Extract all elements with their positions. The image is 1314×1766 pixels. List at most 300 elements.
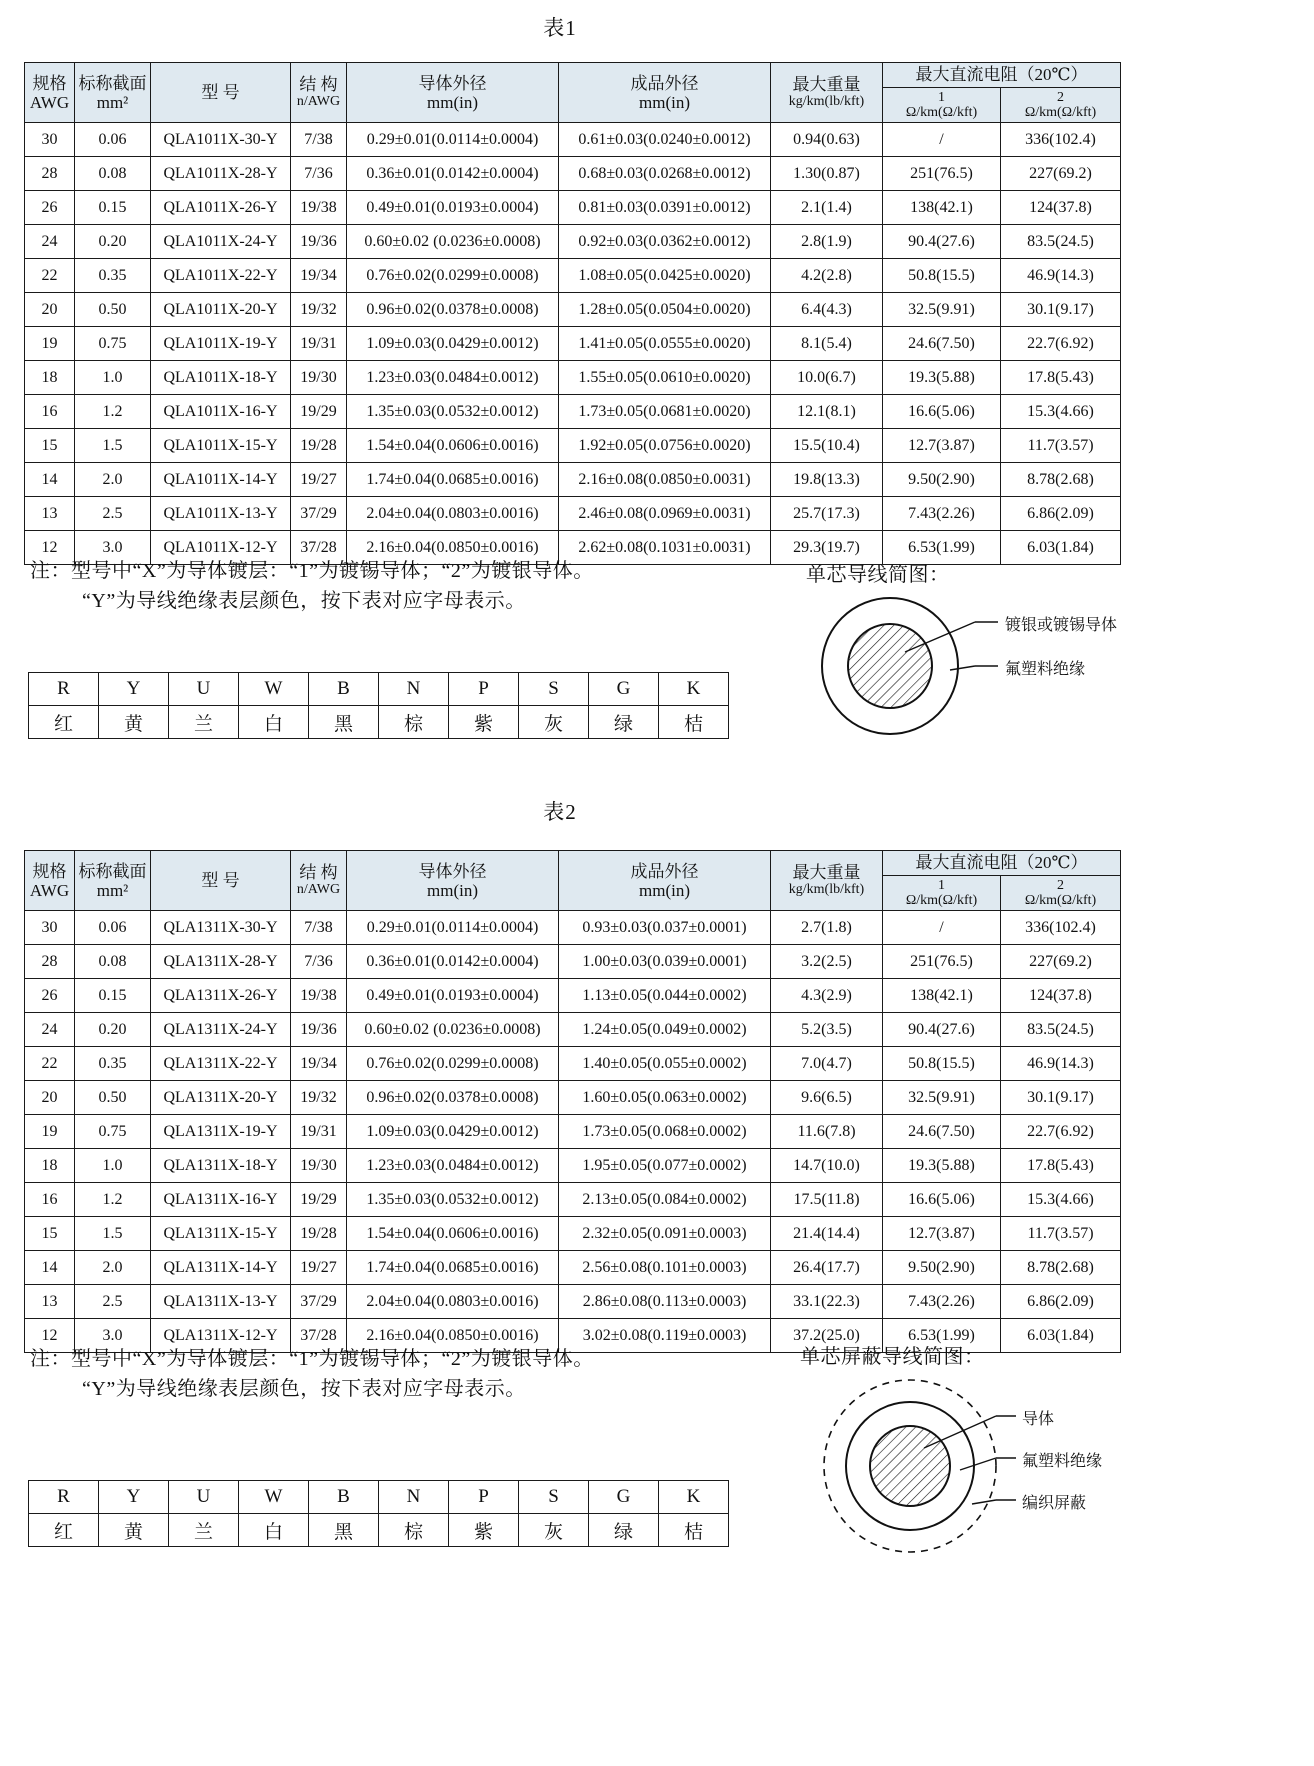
table-cell: 0.61±0.03(0.0240±0.0012) [559,123,771,157]
colorcode-2-letters [29,1481,729,1514]
table-cell: 1.23±0.03(0.0484±0.0012) [347,1149,559,1183]
table-cell: 2.0 [75,463,151,497]
table-cell: 29.3(19.7) [771,531,883,565]
col-resistance-1-num: 1 [938,89,945,105]
table-cell: 2.04±0.04(0.0803±0.0016) [347,1285,559,1319]
table-cell: 11.6(7.8) [771,1115,883,1149]
table-cell: 1.74±0.04(0.0685±0.0016) [347,463,559,497]
table-cell: 21.4(14.4) [771,1217,883,1251]
col-conductor-od [347,851,559,911]
col-area-l1: 标称截面 [78,861,147,881]
table-row [25,157,1121,191]
table-cell: 0.29±0.01(0.0114±0.0004) [347,123,559,157]
table-cell: 19/34 [291,1047,347,1081]
table-cell: 20 [25,1081,75,1115]
table-cell: 2.16±0.08(0.0850±0.0031) [559,463,771,497]
table-cell: 8.78(2.68) [1001,463,1121,497]
table-row [25,123,1121,157]
table-cell: 7/36 [291,157,347,191]
table-cell: 2.16±0.04(0.0850±0.0016) [347,1319,559,1353]
table-cell: 0.15 [75,191,151,225]
table-cell: 1.54±0.04(0.0606±0.0016) [347,429,559,463]
table-cell: 25.7(17.3) [771,497,883,531]
colorcode-letter-cell: G [589,1481,659,1514]
table-cell: QLA1011X-14-Y [151,463,291,497]
table-cell: 4.3(2.9) [771,979,883,1013]
col-product-od-l1: 成品外径 [630,73,699,93]
table-cell: 0.36±0.01(0.0142±0.0004) [347,157,559,191]
table-cell: 251(76.5) [883,945,1001,979]
diagram2 [800,1374,1280,1574]
table-cell: 0.49±0.01(0.0193±0.0004) [347,979,559,1013]
colorcode-name-cell: 绿 [589,1514,659,1547]
table-cell: 2.8(1.9) [771,225,883,259]
note1-line2: “Y”为导线绝缘表层颜色，按下表对应字母表示。 [82,590,526,612]
colorcode-table-1 [28,672,729,739]
col-product-od-l2: mm(in) [639,880,690,900]
table-cell: 0.50 [75,293,151,327]
table-cell: 5.2(3.5) [771,1013,883,1047]
table-cell: 6.03(1.84) [1001,531,1121,565]
table-cell: 13 [25,497,75,531]
table-cell: 2.5 [75,497,151,531]
colorcode-letter-cell: P [449,1481,519,1514]
col-resistance-1-num: 1 [938,877,945,893]
table-cell: 15.3(4.66) [1001,395,1121,429]
table-cell: 19/30 [291,361,347,395]
table-cell: 18 [25,361,75,395]
col-resistance-2 [1001,87,1121,123]
table-cell: QLA1011X-20-Y [151,293,291,327]
table-cell: 30.1(9.17) [1001,1081,1121,1115]
table2-body [25,911,1121,1353]
table-cell: 0.75 [75,327,151,361]
table-row [25,327,1121,361]
table-row [25,1251,1121,1285]
table-cell: 0.94(0.63) [771,123,883,157]
shielded-wire-diagram-icon [800,1374,1280,1574]
col-awg-l2: AWG [29,92,70,112]
colorcode-letter-cell: U [169,1481,239,1514]
table-cell: 2.0 [75,1251,151,1285]
col-weight-l1: 最大重量 [792,863,861,883]
table-cell: 1.60±0.05(0.063±0.0002) [559,1081,771,1115]
table-cell: QLA1311X-30-Y [151,911,291,945]
col-weight [771,851,883,911]
table-cell: 1.30(0.87) [771,157,883,191]
table-cell: 1.2 [75,395,151,429]
table-cell: 1.54±0.04(0.0606±0.0016) [347,1217,559,1251]
table-cell: 17.8(5.43) [1001,361,1121,395]
table-cell: 50.8(15.5) [883,1047,1001,1081]
table-cell: 19/31 [291,1115,347,1149]
col-conductor-od-l1: 导体外径 [418,861,487,881]
colorcode-2 [28,1480,729,1547]
table-cell: 14.7(10.0) [771,1149,883,1183]
col-awg-l1: 规格 [32,73,67,93]
table-cell: 0.81±0.03(0.0391±0.0012) [559,191,771,225]
table-cell: 0.35 [75,259,151,293]
col-area [75,63,151,123]
table-cell: 22 [25,1047,75,1081]
col-resistance: 最大直流电阻（20℃） [883,63,1121,88]
col-area-l1: 标称截面 [78,73,147,93]
table-cell: 11.7(3.57) [1001,1217,1121,1251]
colorcode-letter-cell: G [589,673,659,706]
colorcode-1 [28,672,729,739]
colorcode-1-names [29,706,729,739]
colorcode-name-cell: 白 [239,706,309,739]
table-cell: 1.74±0.04(0.0685±0.0016) [347,1251,559,1285]
note1-line1: 注：型号中“X”为导体镀层：“1”为镀锡导体；“2”为镀银导体。 [30,560,594,582]
table-cell: 19/38 [291,979,347,1013]
table-cell: 0.06 [75,911,151,945]
colorcode-letter-cell: K [659,1481,729,1514]
table-cell: QLA1311X-24-Y [151,1013,291,1047]
col-resistance-2-unit: Ω/km(Ω/kft) [1024,892,1097,908]
table-row [25,191,1121,225]
colorcode-letter-cell: Y [99,1481,169,1514]
table-cell: 1.35±0.03(0.0532±0.0012) [347,395,559,429]
table-cell: 0.60±0.02 (0.0236±0.0008) [347,225,559,259]
table-cell: 24.6(7.50) [883,327,1001,361]
table-cell: 0.76±0.02(0.0299±0.0008) [347,259,559,293]
table-cell: 90.4(27.6) [883,225,1001,259]
table-cell: 12 [25,1319,75,1353]
col-area-l2: mm² [96,880,129,900]
table-cell: 22 [25,259,75,293]
table-row [25,293,1121,327]
table-cell: 336(102.4) [1001,911,1121,945]
table-row [25,429,1121,463]
diagram1-title: 单芯导线简图： [806,564,950,586]
table-cell: 22.7(6.92) [1001,327,1121,361]
table-cell: 1.40±0.05(0.055±0.0002) [559,1047,771,1081]
table-cell: 8.1(5.4) [771,327,883,361]
table1-header-row [25,63,1121,88]
table-cell: 6.86(2.09) [1001,1285,1121,1319]
table-cell: 19/32 [291,293,347,327]
table-cell: QLA1311X-14-Y [151,1251,291,1285]
table-row [25,497,1121,531]
table-cell: QLA1011X-13-Y [151,497,291,531]
table-cell: 14 [25,463,75,497]
table-cell: 9.50(2.90) [883,1251,1001,1285]
table-cell: 1.95±0.05(0.077±0.0002) [559,1149,771,1183]
colorcode-letter-cell: N [379,1481,449,1514]
colorcode-letter-cell: Y [99,673,169,706]
table-cell: / [883,911,1001,945]
table-cell: 2.1(1.4) [771,191,883,225]
table-cell: QLA1311X-28-Y [151,945,291,979]
colorcode-letter-cell: K [659,673,729,706]
table-row [25,225,1121,259]
table-cell: QLA1311X-13-Y [151,1285,291,1319]
col-conductor-od [347,63,559,123]
col-resistance-1-unit: Ω/km(Ω/kft) [905,104,978,120]
colorcode-name-cell: 灰 [519,1514,589,1547]
col-weight-l2: kg/km(lb/kft) [788,94,865,110]
table-cell: 19/29 [291,1183,347,1217]
table-cell: 83.5(24.5) [1001,1013,1121,1047]
table-cell: 0.96±0.02(0.0378±0.0008) [347,1081,559,1115]
table-cell: 37.2(25.0) [771,1319,883,1353]
table-cell: 0.96±0.02(0.0378±0.0008) [347,293,559,327]
table-cell: 4.2(2.8) [771,259,883,293]
table-cell: 19/36 [291,225,347,259]
table-cell: 1.09±0.03(0.0429±0.0012) [347,1115,559,1149]
table-cell: 1.00±0.03(0.039±0.0001) [559,945,771,979]
table-cell: 2.56±0.08(0.101±0.0003) [559,1251,771,1285]
table-cell: 1.24±0.05(0.049±0.0002) [559,1013,771,1047]
table-cell: 90.4(27.6) [883,1013,1001,1047]
table-cell: 0.29±0.01(0.0114±0.0004) [347,911,559,945]
table-cell: 13 [25,1285,75,1319]
col-model: 型 号 [151,63,291,123]
table-cell: 1.55±0.05(0.0610±0.0020) [559,361,771,395]
colorcode-letter-cell: B [309,1481,379,1514]
colorcode-letter-cell: W [239,673,309,706]
colorcode-name-cell: 棕 [379,706,449,739]
table-cell: 3.0 [75,1319,151,1353]
table-cell: 32.5(9.91) [883,293,1001,327]
table-cell: 26.4(17.7) [771,1251,883,1285]
table-cell: 1.09±0.03(0.0429±0.0012) [347,327,559,361]
table-cell: 20 [25,293,75,327]
table1 [24,62,1121,565]
table-cell: 6.53(1.99) [883,531,1001,565]
colorcode-letter-cell: N [379,673,449,706]
table-cell: 0.36±0.01(0.0142±0.0004) [347,945,559,979]
table-cell: 50.8(15.5) [883,259,1001,293]
table-cell: 19/38 [291,191,347,225]
table-cell: 2.62±0.08(0.1031±0.0031) [559,531,771,565]
table-cell: 37/28 [291,1319,347,1353]
table-row [25,1115,1121,1149]
colorcode-name-cell: 黄 [99,1514,169,1547]
table-cell: 18 [25,1149,75,1183]
table-cell: 1.5 [75,429,151,463]
diagram1 [800,590,1260,750]
table-cell: 16 [25,1183,75,1217]
colorcode-name-cell: 黄 [99,706,169,739]
table-cell: 0.93±0.03(0.037±0.0001) [559,911,771,945]
col-conductor-od-l1: 导体外径 [418,73,487,93]
table-cell: QLA1011X-18-Y [151,361,291,395]
col-awg [25,63,75,123]
table-cell: QLA1311X-19-Y [151,1115,291,1149]
table-row [25,1217,1121,1251]
col-resistance-2 [1001,875,1121,911]
colorcode-letter-cell: P [449,673,519,706]
table-cell: 1.41±0.05(0.0555±0.0020) [559,327,771,361]
colorcode-name-cell: 红 [29,1514,99,1547]
table-cell: 14 [25,1251,75,1285]
table-cell: 11.7(3.57) [1001,429,1121,463]
table-cell: 0.35 [75,1047,151,1081]
table-cell: 33.1(22.3) [771,1285,883,1319]
table-cell: 227(69.2) [1001,945,1121,979]
table-cell: 19 [25,1115,75,1149]
colorcode-name-cell: 白 [239,1514,309,1547]
col-model: 型 号 [151,851,291,911]
note2-line1: 注：型号中“X”为导体镀层：“1”为镀锡导体；“2”为镀银导体。 [30,1348,594,1370]
table-cell: 0.49±0.01(0.0193±0.0004) [347,191,559,225]
table-cell: / [883,123,1001,157]
table-cell: 15 [25,1217,75,1251]
table-cell: 7.43(2.26) [883,1285,1001,1319]
table-cell: 9.6(6.5) [771,1081,883,1115]
table-row [25,979,1121,1013]
table-cell: 19.3(5.88) [883,1149,1001,1183]
colorcode-letter-cell: W [239,1481,309,1514]
table-cell: 16 [25,395,75,429]
colorcode-letter-cell: R [29,673,99,706]
colorcode-letter-cell: U [169,673,239,706]
colorcode-name-cell: 棕 [379,1514,449,1547]
table-cell: 19/28 [291,1217,347,1251]
colorcode-name-cell: 绿 [589,706,659,739]
table-row [25,1047,1121,1081]
table-cell: 15 [25,429,75,463]
diagram2-label-shield: 编织屏蔽 [1022,1495,1087,1512]
table-row [25,1013,1121,1047]
diagram2-label-insulation: 氟塑料绝缘 [1022,1453,1103,1470]
table-cell: 2.46±0.08(0.0969±0.0031) [559,497,771,531]
col-resistance-2-unit: Ω/km(Ω/kft) [1024,104,1097,120]
col-awg [25,851,75,911]
table2-container [24,850,1121,1353]
table-cell: 0.60±0.02 (0.0236±0.0008) [347,1013,559,1047]
table-cell: 0.20 [75,1013,151,1047]
table-cell: 0.15 [75,979,151,1013]
colorcode-2-names [29,1514,729,1547]
col-struct-l1: 结 构 [299,75,338,95]
table-cell: 19/31 [291,327,347,361]
table-cell: 28 [25,157,75,191]
col-product-od [559,63,771,123]
note2 [30,1344,790,1404]
note2-line2: “Y”为导线绝缘表层颜色，按下表对应字母表示。 [82,1378,526,1400]
table-cell: 0.06 [75,123,151,157]
table-row [25,1081,1121,1115]
colorcode-table-2 [28,1480,729,1547]
table-cell: 46.9(14.3) [1001,1047,1121,1081]
table-cell: QLA1311X-26-Y [151,979,291,1013]
diagram2-label-conductor: 导体 [1022,1411,1055,1428]
table-cell: 1.73±0.05(0.0681±0.0020) [559,395,771,429]
table1-body [25,123,1121,565]
table-row [25,361,1121,395]
table-cell: 17.8(5.43) [1001,1149,1121,1183]
table-cell: 138(42.1) [883,191,1001,225]
table-cell: 2.13±0.05(0.084±0.0002) [559,1183,771,1217]
table-cell: 17.5(11.8) [771,1183,883,1217]
table-cell: 0.92±0.03(0.0362±0.0012) [559,225,771,259]
table-cell: 15.5(10.4) [771,429,883,463]
colorcode-name-cell: 兰 [169,706,239,739]
table-cell: 24 [25,1013,75,1047]
table-cell: 19 [25,327,75,361]
table-cell: 1.0 [75,361,151,395]
table-cell: 0.68±0.03(0.0268±0.0012) [559,157,771,191]
table-cell: 7/36 [291,945,347,979]
table-cell: 0.75 [75,1115,151,1149]
table-cell: 19/27 [291,463,347,497]
table-cell: 1.5 [75,1217,151,1251]
table-row [25,259,1121,293]
table-cell: 1.13±0.05(0.044±0.0002) [559,979,771,1013]
table-cell: 1.23±0.03(0.0484±0.0012) [347,361,559,395]
table-cell: 1.92±0.05(0.0756±0.0020) [559,429,771,463]
table-cell: 0.08 [75,157,151,191]
table-cell: 124(37.8) [1001,979,1121,1013]
table-cell: 1.0 [75,1149,151,1183]
col-resistance-1 [883,875,1001,911]
colorcode-name-cell: 紫 [449,1514,519,1547]
table-cell: QLA1011X-22-Y [151,259,291,293]
table-cell: 30 [25,123,75,157]
colorcode-name-cell: 灰 [519,706,589,739]
table-cell: 19/36 [291,1013,347,1047]
table-cell: QLA1011X-19-Y [151,327,291,361]
col-struct-l1: 结 构 [299,863,338,883]
table-cell: QLA1311X-15-Y [151,1217,291,1251]
table-cell: 10.0(6.7) [771,361,883,395]
table-cell: 336(102.4) [1001,123,1121,157]
table-cell: 9.50(2.90) [883,463,1001,497]
table-row [25,395,1121,429]
table-cell: 19/34 [291,259,347,293]
table-row [25,945,1121,979]
table-cell: 6.86(2.09) [1001,497,1121,531]
table2 [24,850,1121,1353]
table-cell: 46.9(14.3) [1001,259,1121,293]
table-cell: 19/29 [291,395,347,429]
table-cell: 19.3(5.88) [883,361,1001,395]
table-cell: 16.6(5.06) [883,395,1001,429]
col-resistance: 最大直流电阻（20℃） [883,851,1121,876]
table-cell: 19/27 [291,1251,347,1285]
col-resistance-1 [883,87,1001,123]
col-area [75,851,151,911]
table-cell: 24 [25,225,75,259]
colorcode-1-letters [29,673,729,706]
table-cell: 19/30 [291,1149,347,1183]
colorcode-name-cell: 黑 [309,1514,379,1547]
table-cell: QLA1311X-12-Y [151,1319,291,1353]
table-cell: 0.20 [75,225,151,259]
table-cell: 8.78(2.68) [1001,1251,1121,1285]
table-cell: 1.35±0.03(0.0532±0.0012) [347,1183,559,1217]
table-cell: 22.7(6.92) [1001,1115,1121,1149]
table-cell: 12.7(3.87) [883,429,1001,463]
table-cell: QLA1011X-26-Y [151,191,291,225]
col-resistance-2-num: 2 [1057,877,1064,893]
col-awg-l2: AWG [29,880,70,900]
diagram1-label-conductor: 镀银或镀锡导体 [1005,617,1118,634]
table-cell: 6.03(1.84) [1001,1319,1121,1353]
col-resistance-2-num: 2 [1057,89,1064,105]
table-cell: QLA1011X-28-Y [151,157,291,191]
table-cell: 19.8(13.3) [771,463,883,497]
table-cell: QLA1311X-18-Y [151,1149,291,1183]
table-cell: 12.7(3.87) [883,1217,1001,1251]
colorcode-letter-cell: S [519,673,589,706]
table-cell: 2.16±0.04(0.0850±0.0016) [347,531,559,565]
colorcode-name-cell: 兰 [169,1514,239,1547]
table-cell: 3.02±0.08(0.119±0.0003) [559,1319,771,1353]
